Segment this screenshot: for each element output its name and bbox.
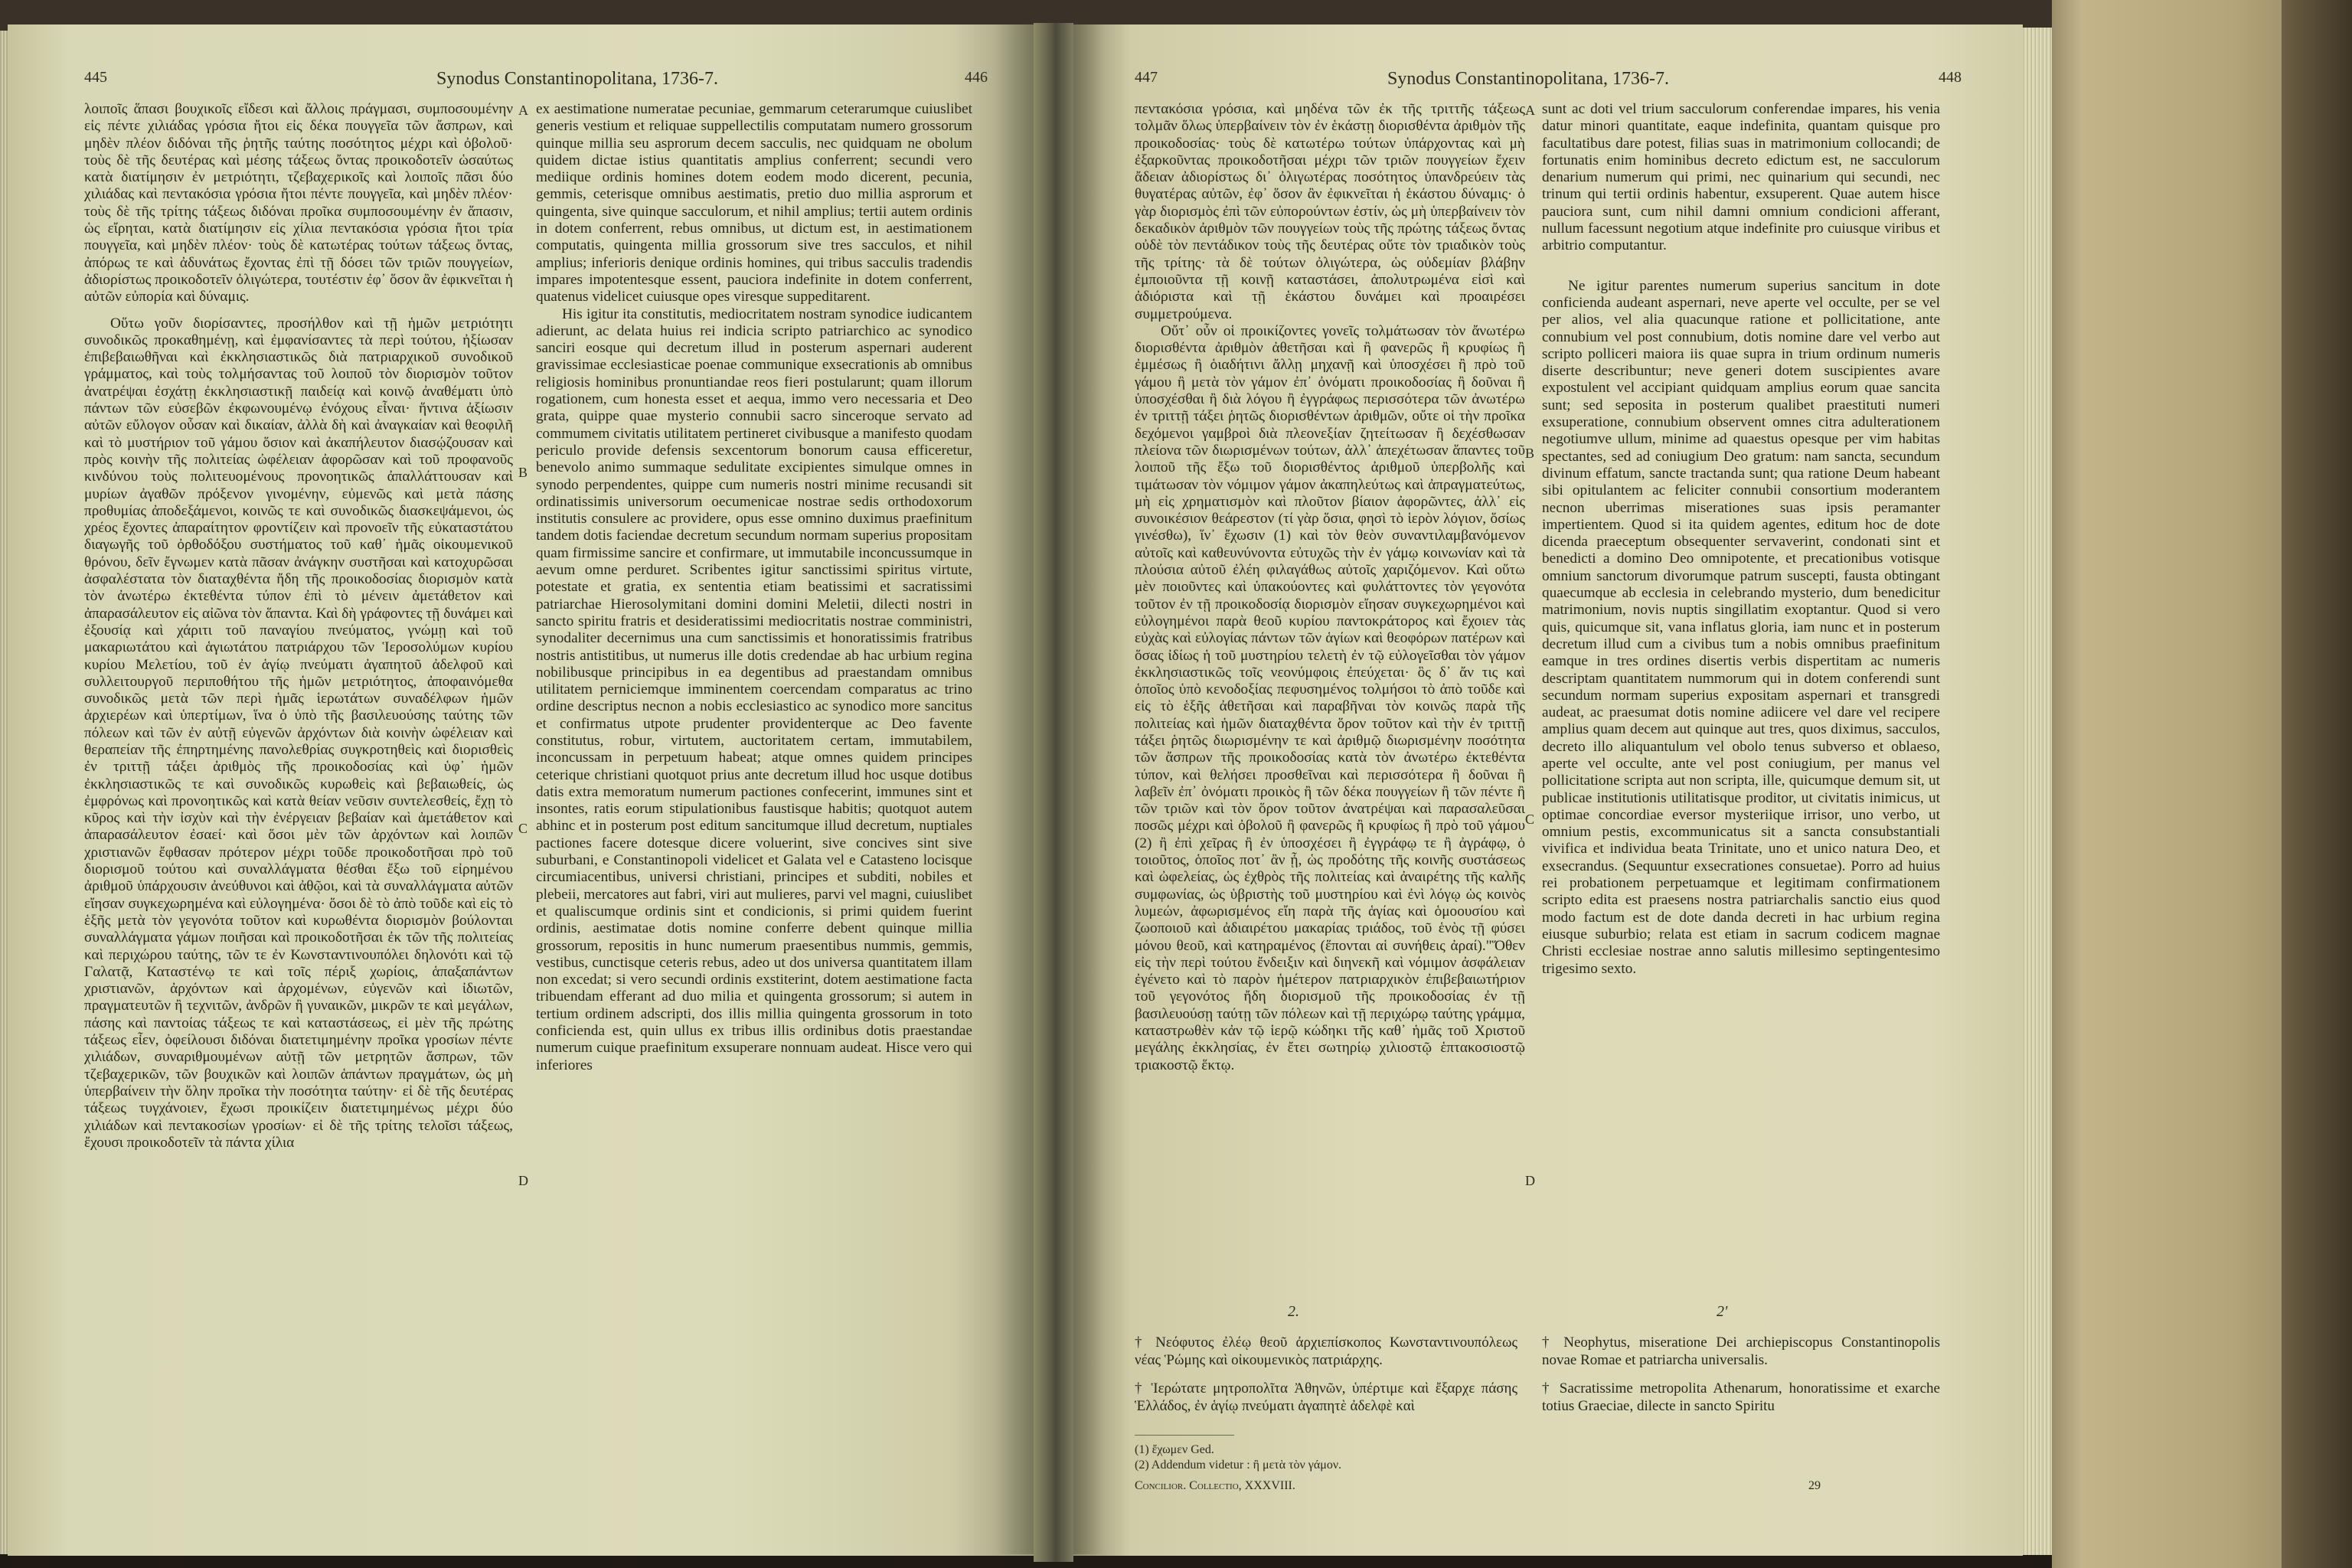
signature-number: 29 xyxy=(1808,1479,1821,1492)
margin-letter-d: D xyxy=(518,1173,528,1188)
page-number-447: 447 xyxy=(1135,69,1158,86)
running-title-left: Synodus Constantinopolitana, 1736-7. xyxy=(436,69,718,89)
margin-letter-a: A xyxy=(1525,103,1535,118)
footnote-rule xyxy=(1135,1435,1234,1436)
margin-letter-c: C xyxy=(1525,812,1535,827)
greek-paragraph: Οὔτ᾽ οὖν οἱ προικίζοντες γονεῖς τολμάτωσαν τὸν ἄνωτέρω διορισθέντα ἀριθμὸν ἀθετῆσαι καὶ ἢ φανερῶς ἢ κρυφίως ἢ ἐμμέσως ἢ ὁιαδήτινι ἄλλῃ μηχανῇ καὶ ὑποσχέσει ἢ πρὸ τοῦ γάμου ἢ μετὰ τὸν γάμον ἐπ᾽ ὀνόματι προικοδοσίας ἢ δοῦναι ἢ ὑποσχέσθαι ἢ διὰ λόγου ἢ ἐγγράφως περισσότερα τῶν ἀνωτέρω ἐν τριττῇ τάξει ῥητῶς διορισθέντων ἀριθμῶν, οὔτε οἱ τὴν προῖκα δεχόμενοι γαμβροὶ διὰ πλεονεξίαν ζητείτωσαν ἢ δεχέσθωσαν πλείονα τῶν διωρισμένων τούτων, ἀλλ᾽ ἀπεχέτωσαν ἅπαντες τοῦ λοιποῦ τῆς ἔξω τοῦ διορισθέντος ἀριθμοῦ ὑπερβολῆς καὶ τιμάτωσαν τὸν νόμιμον γάμον ἀκαπηλεύτως καὶ ἀπραγματεύτως, μὴ εἰς χρηματισμὸν καὶ πλοῦτον βίαιον ἀφορῶντες, ἀλλ᾽ εἰς συνοικέσιον θεάρεστον (τί γὰρ ὅσια, φησὶ τὸ ἱερὸν λόγιον, ὅσίως γινέσθω), ἵν᾽ ἔχωσιν (1) καὶ τὸν θεὸν συναντιλαμβανόμενον αὐτοῖς καὶ καθευνύνοντα εὐτυχῶς τὴν ἐν γάμῳ κοινωνίαν καὶ τὰ πλούσια αὐτοῦ ἐλέη φιλαγάθως αὐτοῖς χαριζόμενον. Καὶ οὕτω μὲν ποιοῦντες καὶ ὑπακούοντες καὶ φυλάττοντες τὸν γεγονότα τοῦτον ἐν τῇ προικοδοσίᾳ διορισμὸν εἴησαν συγκεχωρημένοι καὶ εὐλογημένοι παρὰ θεοῦ κυρίου παντοκράτορος καὶ ἔχοιεν τὰς εὐχὰς καὶ εὐλογίας πάντων τῶν ἁγίων καὶ θεοφόρων πατέρων καὶ ὅσας ἰδίως ἡ τοῦ μυστηρίου τελετὴ ἐν τῷ εὐλογεῖσθαι τὸν γάμον ἐκκλησιαστικῶς τοῖς νεονύμφοις ἐπεύχεται· ὃς δ᾽ ἄν τις καὶ ὁποῖος ὑπὸ κενοδοξίας πεφυσημένος τολμήσοι τὸ ἀπὸ τοῦδε καὶ εἰς τὸ ἑξῆς ἀθετῆσαι καὶ παραβῆναι τὸν κοινῶς παρὰ τῆς πολιτείας καὶ ἡμῶν διαταχθέντα ὅρον τοῦτον καὶ τὴν ἐν τριττῇ τάξει ῥητῶς διωρισμένην τε καὶ ἀριθμῷ διωρισμένην ποσότητα τῶν ἄσπρων τῆς προικοδοσίας κατὰ τὸν ἀνωτέρω ἐκτεθέντα τύπον, καὶ θελήσει προσθεῖναι καὶ περισσότερα ἢ δοῦναι ἢ λαβεῖν ἐπ᾽ ὀνόματι προικὸς ἢ τῶν δέκα πουγγείων ἢ τῶν πέντε ἢ τῶν τριῶν καὶ τὸν ὅρον τοῦτον ἀνατρέψαι καὶ παρασαλεῦσαι ποσῶς μέχρι καὶ ὀβολοῦ ἢ φανερῶς ἢ κρυφίως ἢ πρὸ τοῦ γάμου (2) ἢ ἐπὶ χεῖρας ἢ ἐν ὑποσχέσει ἢ ἐγγράφῳ τε ἢ ἀγράφῳ, ὁ τοιοῦτος, ὁποῖος ποτ᾽ ἂν ᾖ, ὡς προδότης τῆς κοινῆς συστάσεως καὶ ὠφελείας, ὡς ἐχθρὸς τῆς πολιτείας καὶ ἀναιρέτης τῆς καλῆς συμφωνίας, ὡς ὑβριστὴς τοῦ μυστηρίου καὶ ἐνὶ λόγῳ ὡς κοινὸς λυμεών, ἀφωρισμένος εἴη παρὰ τῆς ἁγίας καὶ ὁμοουσίου καὶ ζωοποιοῦ καὶ ἀδιαιρέτου μακαρίας τριάδος, τοῦ ἑνὸς τῇ φύσει μόνου θεοῦ, καὶ κατηραμένος (ἕπονται αἱ συνήθεις ἀραί)."Ὅθεν εἰς τὴν περὶ τούτου ἔνδειξιν καὶ διηνεκῆ καὶ νόμιμον ἀσφάλειαν ἐγένετο καὶ τὸ παρὸν ἡμέτερον πατριαρχικὸν ἐπιβεβαιωτήριον τοῦ γεγονότος ἤδη διορισμοῦ τῆς προικοδοσίας ἐν τῇ βασιλευούσῃ ταύτῃ τῶν πόλεων καὶ τῇ περιχώρῳ ταύτης γράμμα, καταστρωθὲν κἀν τῷ ἱερῷ κώδηκι τῆς καθ᾽ ἡμᾶς τοῦ Χριστοῦ μεγάλης ἐκκλησίας, ἐν ἔτει σωτηρίῳ χιλιοστῷ ἑπτακοσιοστῷ τριακοστῷ ἕκτῳ. xyxy=(1135,322,1525,1073)
page-number-445: 445 xyxy=(84,69,107,86)
book-cover-rim xyxy=(2282,0,2352,1568)
running-title-right: Synodus Constantinopolitana, 1736-7. xyxy=(1387,69,1669,89)
greek-paragraph: πεντακόσια γρόσια, καὶ μηδένα τῶν ἐκ τῆς τριττῆς τάξεως τολμᾶν ὅλως ὑπερβαίνειν τὸν ἐν ἑκάστῃ διορισθέντα ἀριθμὸν τῆς προικοδοσίας· τοὺς δὲ κατωτέρω τούτων ὑπάρχοντας καὶ μὴ ἐξαρκοῦντας προικοδοτῆσαι μέχρι τῶν τριῶν πουγγείων ἔχειν ἄδειαν ἀδιορίστως δι᾽ ὀλιγωτέρας ποσότητος ὑπανδρεύειν τὰς θυγατέρας αὐτῶν, ἐφ᾽ ὅσον ἂν ἐφικνεῖται ἡ ἑκάστου δύναμις· ὁ γὰρ διορισμὸς ἐπὶ τῶν εὐπορούντων ἐστίν, ὡς μὴ ὑπερβαίνειν τὸν δεκαδικὸν ἀριθμὸν τῶν πουγγείων τοὺς τῆς πρώτης τάξεως ὄντας οὐδὲ τὸν πεντάδικον τοὺς τῆς δευτέρας οὔτε τὸν τριαδικὸν τοὺς τῆς τρίτης· τὰ δὲ τούτων ὀλιγώτερα, ὡς οὐδεμίαν βλάβην ἐμποιοῦντα τῇ κοινῇ καταστάσει, ἀπολυτρωμένα εἰσὶ καὶ ἀδιόριστα καὶ τῇ ἑκάστου δυνάμει καὶ προαιρέσει συμμετρούμενα. xyxy=(1135,101,1525,322)
book-gutter xyxy=(1034,23,1073,1562)
margin-letter-b: B xyxy=(518,465,528,480)
greek-column-left xyxy=(84,101,513,1152)
left-page xyxy=(8,24,1034,1556)
signature-greek-neophytus: † Νεόφυτος ἐλέῳ θεοῦ ἀρχιεπίσκοπος Κωνσταντινουπόλεως νέας Ῥώμης καὶ οἰκουμενικὸς πατριάρχης. xyxy=(1135,1334,1517,1368)
signature-mark: Concilior. Collectio, XXXVIII. xyxy=(1135,1479,1295,1492)
footnote-1: (1) ἔχωμεν Ged. xyxy=(1135,1443,1214,1456)
latin-column-left xyxy=(536,101,972,1074)
greek-column-right xyxy=(1135,101,1525,1074)
page-stack-right xyxy=(2018,28,2052,1555)
address-greek-athens: † Ἱερώτατε μητροπολῖτα Ἀθηνῶν, ὑπέρτιμε καὶ ἔξαρχε πάσης Ἑλλάδος, ἐν ἁγίῳ πνεύματι ἀγαπητὲ ἀδελφὲ καὶ xyxy=(1135,1380,1517,1414)
page-number-446: 446 xyxy=(965,69,988,86)
margin-letter-c: C xyxy=(518,821,528,836)
footnotes xyxy=(1135,1442,1671,1473)
latin-paragraph: ex aestimatione numeratae pecuniae, gemmarum ceterarumque cuiuslibet generis vestium et reliquae suppellectilis computatam numero grossorum quinque millia seu asprorum decem sacculis, nec quidquam ne obolum quidem dictae istius quantitatis amplius conferrent; secundi vero mediique ordinis homines dotem eodem modo dicerent, pecunia, gemmis, ceterisque omnibus aestimatis, pretio duo millia asprorum et quingenta, sive quinque sacculorum, et nihil amplius; tertii autem ordinis in dotem conferrent, rebus omnibus, ut dictum est, in aestimationem computatis, quingenta millia grossorum sive tres sacculos, et nihil amplius; inferioris denique ordinis homines, qui tribus sacculis tradendis impares impotentesque essent, pauciora indefinite in dotem conferrent, quatenus videlicet cuiusque opes viresque suppeditarent. xyxy=(536,101,972,305)
latin-paragraph: Ne igitur parentes numerum superius sancitum in dote conficienda audeant aspernari, neve aperte vel occulte, per se vel per alios, vel alia quacunque ratione et pollicitatione, ante connubium vel post connubium, dotis nomine dare vel verbo aut scripto polliceri maiora iis quae supra in trium ordinum numeris diserte describuntur; neve generi dotem suscipientes avare expostulent vel accipiant quidquam amplius eorum quae sancita sunt; sed seposita in posterum qualibet praestituti numeri exsuperatione, connubium observent omnes citra adulterationem negotiumve ullum, minime ad quaestus opesque per vim habitas spectantes, sed ad coniugium Deo gratum: nam sancta, secundum divinum effatum, sancte tractanda sunt; qua ratione Deum habeant sibi opitulantem ac feliciter connubii consortium moderantem necnon uberrimas miserationes suas ipsis peramanter impertientem. Quod si ita quidem agentes, editum hoc de dote dicenda praeceptum obsequenter servaverint, condonati sint et benedicti a domino Deo omnipotente, et precationibus votisque omnium sanctorum divorumque patrum suscepti, fausta obtingant quaecumque ab ecclesia in celebrando mysterio, dum benedicitur matrimonium, novis nuptis singillatim exoptantur. Quod si vero quis, quicumque sit, vana inflatus gloria, iam nunc et in posterum decretum illud cum a civibus tum a nobis omnibus praefinitum eamque in tres ordines disertis verbis dispertitam ac numeris descriptam quantitatem nummorum qui in dotem conferendi sunt secundum normam superius expositam aspernari et transgredi audeat, ac praesumat dotis nomine adiicere vel dare vel recipere amplius quam decem aut quinque aut tres, quos diximus, sacculos, decreto illo aliquantulum vel obolo tenus subverso et oblaeso, aperte vel occulte, ante vel post coniugium, per manus vel pollicitatione scripta aut non scripta, ille, quicumque demum sit, ut publicae institutionis utilitatisque proditor, ut civitatis inimicus, ut optimae concordiae eversor mysteriique irrisor, uno verbo, ut omnium pestis, excommunicatus sit a sancta consubstantiali vivifica et individua beata Trinitate, uno et unico natura Deo, et exsecrandus. (Sequuntur exsecrationes consuetae). Porro ad huius rei probationem perpetuamque et legitimam confirmationem scripto edita est praesens nostra patriarchalis sanctio eius quod modo factum est de dote danda decreti in hac urbium regina eiusque suburbio; relata est etiam in sacrum codicem magnae Christi ecclesiae nostrae anno salutis millesimo septingentesimo trigesimo sexto. xyxy=(1542,277,1940,977)
latin-paragraph: His igitur ita constitutis, mediocritatem nostram synodice iudicantem adierunt, ac delata huius rei indicia scripto patriarchico ac synodico sanciri eosque qui decretum illud in posterum aspernari auderent gravissimae ecclesiasticae poenae communique exsecrationis ab omnibus religiosis hominibus pronuntiandae reos fieri postularunt; quam illorum rogationem, cum honesta esset et aequa, immo vero necessaria et Deo grata, quippe quae mysterio connubii sacro sinceroque servato ad commumem civitatis utilitatem pertineret civibusque a manifesto quodam periculo provide defensis sexcentorum bonorum causa efficeretur, benevolo animo summaque sedulitate excipientes simulque omnes in synodo perpendentes, quippe cum numeris nostri minime recusandi sit ordinatissimis universorum oecumenicae nostrae sedis orthodoxorum institutis consulere ac providere, opus esse omnino duximus praefinitum tandem dotis faciendae decretum secundum normam superius propositam quam firmissime sancire et confirmare, ut immutabile inconcussumque in aevum omne perduret. Scribentes igitur sanctissimi spiritus virtute, potestate et gratia, ex sententia etiam beatissimi et sacratissimi patriarchae Hierosolymitani domini domini Meletii, dilecti nostri in sancto spiritu fratris et desideratissimi mediocritatis nostrae comministri, synodaliter decernimus una cum sanctissimis et honoratissimis fratribus nostris antistitibus, ut numerus ille dotis credendae ab hac urbium regina nobilibusque principibus in ea degentibus ad praestandam omnibus utilitatem perniciemque imminentem coercendam comparatus ac trino ordine descriptus necnon a nobis ecclesiastico ac synodico more sancitus et confirmatus utpote prudenter providenterque ac Deo favente constitutus, robur, virtutem, auctoritatem certam, immutabilem, inconcussam in perpetuum habeat; atque omnes quidem principes ceterique christiani quotquot prius ante decretum illud hoc usque dotibus datis extra memoratum numerum pactiones confecerint, immunes sint et insontes, ratis eorum stipulationibus faustisque habitis; quotquot autem abhinc et in posterum post editum sancitumque illud decretum, nuptiales pactiones facere dotesque dicere voluerint, sive concives sint sive suburbani, e Constantinopoli videlicet et Galata vel e Catasteno locisque circumiacentibus, universi christiani, principes et subditi, nobiles et plebeii, mercatores aut fabri, viri aut mulieres, parvi vel magni, cuiuslibet et qualiscumque ordinis sint et condicionis, si primi quidem fuerint ordinis, aestimatae dotis nomine conferre debent quinque millia grossorum, repositis in hunc numerum praesentibus nummis, gemmis, vestibus, cunctisque ceteris rebus, adeo ut dos universa quantitatem illam non excedat; si vero secundi ordinis exstiterint, dotem aestimatione facta tribuendam efferant ad duo milia et quingenta grossorum; si autem in tertium ordinem adscripti, dos illis millia quingenta grossorum in toto conficienda est, quin ullus ex tribus illis ordinibus dotis praestandae numerum cuique praefinitum exsuperare nonnuam audeat. Hisce vero qui inferiores xyxy=(536,305,972,1073)
right-page xyxy=(1073,24,2023,1556)
footnote-2: (2) Addendum videtur : ἢ μετὰ τὸν γάμον. xyxy=(1135,1459,1342,1472)
greek-paragraph: λοιποῖς ἅπασι βουχικοῖς εἴδεσι καὶ ἄλλοις πράγμασι, συμποσουμένην εἰς πέντε χιλιάδας γρόσια ἤτοι εἰς δέκα πουγγεῖα τῶν ἄσπρων, καὶ μηδὲν πλέον διδόναι τῆς ῥητῆς ταύτης ποσότητος μέχρι καὶ ὀβολοῦ· τοὺς δὲ τῆς δευτέρας καὶ μέσης τάξεως ὄντας προικοδοτεῖν ὡσαύτως κατὰ διατίμησιν ἐν μετριότητι, τζεβαχερικοῖς καὶ λοιποῖς πᾶσι δύο χιλιάδας καὶ πεντακόσια γρόσια ἤτοι πέντε πουγγεῖα, καὶ μηδὲν πλέον· τοὺς δὲ τῆς τρίτης τάξεως διδόναι προῖκα συμποσουμένην ἐν ἅπασιν, ὡς εἴρηται, κατὰ διατίμησιν εἰς χίλια πεντακόσια γρόσια ἤτοι τρία πουγγεῖα, καὶ μηδὲν πλέον· τοὺς δὲ κατωτέρας τούτων τάξεως ὄντας, ἀπόρως τε καὶ ἀδυνάτως ἔχοντας ἐπὶ τῇ δόσει τῶν τριῶν πουγγείων, ἀδιορίστως προικοδοτεῖν ὀλιγώτερα, τουτέστιν ἐφ᾽ ὅσον ἂν ἐφικνεῖται ἡ αὐτῶν εὐπορία καὶ δύναμις. xyxy=(84,101,513,305)
section-number-latin: 2' xyxy=(1717,1303,1728,1320)
address-latin-athens: † Sacratissime metropolita Athenarum, honoratissime et exarche totius Graeciae, dilecte in sancto Spiritu xyxy=(1542,1380,1940,1414)
section-number-greek: 2. xyxy=(1288,1303,1299,1320)
margin-letter-d: D xyxy=(1525,1173,1535,1188)
latin-column-right xyxy=(1542,101,1940,978)
signature-latin-neophytus: † Neophytus, miseratione Dei archiepiscopus Constantinopolis novae Romae et patriarcha universalis. xyxy=(1542,1334,1940,1368)
margin-letter-b: B xyxy=(1525,446,1535,461)
greek-paragraph: Οὕτω γοῦν διορίσαντες, προσήλθον καὶ τῇ ἡμῶν μετριότητι συνοδικῶς προκαθημένῃ, καὶ ἐμφανίσαντες τὰ περὶ τούτου, ἠξίωσαν ἐπιβεβαιωθῆναι καὶ ἐκκλησιαστικῶς διὰ πατριαρχικοῦ συνοδικοῦ γράμματος, καὶ τοὺς τολμήσαντας τοῦ λοιποῦ τὸν διορισμὸν τοῦτον ἀνατρέψαι ἐσχάτῃ ἐκκλησιαστικῇ παιδείᾳ καὶ κοινῷ ἀναθέματι ὑπὸ πάντων τῶν εὐσεβῶν ἐκφωνουμένῳ ἐνόχους εἶναι· ἥντινα ἀξίωσιν αὐτῶν εὔλογον οὖσαν καὶ δικαίαν, ἀλλὰ δὴ καὶ ἀναγκαίαν καὶ θεοφιλῆ καὶ τὸ μυστήριον τοῦ γάμου ὅσιον καὶ ἀκαπήλευτον διασῴζουσαν καὶ πρὸς κοινὴν τῆς πολιτείας ὠφέλειαν ἀφορῶσαν καὶ τοῦ προφανοῦς κινδύνου τοὺς πολιτευομένους προνοητικῶς ἀπαλλάττουσαν καὶ μυρίων ἀγαθῶν πρόξενον γινομένην, εὐμενῶς καὶ μετὰ πάσης προθυμίας ἀποδεξάμενοι, κοινῶς τε καὶ συνοδικῶς διασκεψάμενοι, ὡς χρέος ἔχοντες ἀπαραίτητον φροντίζειν καὶ προνοεῖν τῆς εὐκαταστάτου διαγωγῆς τοῦ ὀρθοδόξου συστήματος τοῦ καθ᾽ ἡμᾶς οἰκουμενικοῦ θρόνου, δεῖν ἔγνωμεν κατὰ πᾶσαν ἀνάγκην συστῆσαι καὶ κατοχυρῶσαι ἀσφαλέστατα τὸν διαταχθέντα ἤδη τῆς προικοδοσίας διορισμὸν κατὰ τὸν ἀνωτέρω ἐκτεθέντα τύπον ἐπὶ τὸ μένειν ἀμετάθετον καὶ ἀπαρασάλευτον εἰς αἰῶνα τὸν ἅπαντα. Καὶ δὴ γράφοντες τῇ δυνάμει καὶ ἐξουσίᾳ καὶ χάριτι τοῦ παναγίου πνεύματος, γνώμῃ καὶ τοῦ μακαριωτάτου καὶ ἁγιωτάτου πατριάρχου τῶν Ἱεροσολύμων κυρίου κυρίου Μελετίου, τοῦ ἐν ἁγίῳ πνεύματι ἀγαπητοῦ ἀδελφοῦ καὶ συλλειτουργοῦ περιποθήτου τῆς ἡμῶν μετριότητος, ἀποφαινόμεθα συνοδικῶς μετὰ τῶν περὶ ἡμᾶς ἱερωτάτων συναδέλφων ἡμῶν ἀρχιερέων καὶ ὑπερτίμων, ἵνα ὁ ὑπὸ τῆς βασιλευούσης ταύτης τῶν πόλεων καὶ τῶν ἐν αὐτῇ εὐγενῶν ἀρχόντων διὰ κοινὴν ὠφέλειαν καὶ θεραπείαν τῆς ἐπηρτημένης πανολεθρίας συγκροτηθεὶς καὶ διορισθεὶς ἐν τριττῇ τάξει ἀριθμὸς τῆς προικοδοσίας καὶ ὑφ᾽ ἡμῶν ἐκκλησιαστικῶς τε καὶ συνοδικῶς κυρωθεὶς καὶ βεβαιωθείς, ὡς ἐμφρόνως καὶ προνοητικῶς καὶ κατὰ θείαν νεῦσιν συντελεσθείς, ἔχῃ τὸ κῦρος καὶ τὴν ἰσχὺν καὶ τὴν ἐνέργειαν βεβαίαν καὶ ἀμετάθετον καὶ ἀπαρασάλευτον ἐσαεί· καὶ ὅσοι μὲν τῶν ἀρχόντων καὶ λοιπῶν χριστιανῶν ἔφθασαν πρότερον μέχρι τοῦδε προικοδοτῆσαι πρὸ τοῦ διορισμοῦ τούτου καὶ συναλλάγματα θέσθαι ἔξω τοῦ εἰρημένου ἀριθμοῦ ὑπάρχουσιν ἀνεύθυνοι καὶ ἀθῷοι, καὶ τὰ συναλλάγματα αὐτῶν εἴησαν συγκεχωρημένα καὶ εὐλογημένα· ὅσοι δὲ τὸ ἀπὸ τοῦδε καὶ εἰς τὸ ἑξῆς μετὰ τὸν γεγονότα τοῦτον καὶ κυρωθέντα διορισμὸν βούλονται συναλλάγματα γάμων ποιῆσαι καὶ προικοδοτῆσαι ἐκ τῶν τῆς πολιτείας καὶ περιχώρου ταύτης, τῶν τε ἐν Κωνσταντινουπόλει δηλονότι καὶ τῷ Γαλατᾷ, Καταστένῳ τε καὶ τοῖς πέριξ χωρίοις, ἁπαξαπάντων χριστιανῶν, ἀρχόντων καὶ ἀρχομένων, εὐγενῶν καὶ ἰδιωτῶν, πραγματευτῶν ἢ τεχνιτῶν, ἀνδρῶν ἢ γυναικῶν, μικρῶν τε καὶ μεγάλων, πάσης καὶ παντοίας τάξεως τε καὶ καταστάσεως, εἰ μὲν τῆς πρώτης τάξεως εἶεν, ὀφείλουσι διδόναι διατετιμημένην προῖκα γροσίων πέντε χιλιάδων, συναριθμουμένων αὐτῇ τῶν μετρητῶν ἄσπρων, τῶν τζεβαχερικῶν, τῶν βουχικῶν καὶ λοιπῶν ἁπάντων πραγμάτων, ὡς μὴ ὑπερβαίνειν τὴν ὅλην προῖκα τὴν ποσότητα ταύτην· εἰ δὲ τῆς δευτέρας τάξεως τυγχάνοιεν, ἔχωσι προικίζειν διατετιμημένως μέχρι δύο χιλιάδων καὶ πεντακοσίων γροσίων· εἰ δὲ τῆς τρίτης τελοῖσι τάξεως, ἔχουσι προικοδοτεῖν τὰ πάντα χίλια xyxy=(84,315,513,1151)
margin-letter-a: A xyxy=(518,103,528,118)
latin-paragraph: sunt ac doti vel trium sacculorum conferendae impares, his venia datur minori quantitate, eaque indefinita, quantam quisque pro facultatibus dare potest, filias suas in matrimonium collocandi; de fortunatis enim hominibus decreto edictum est, ne sacculorum denarium numerum qui primi, nec quinarium qui secundi, nec trinum qui tertii ordinis habentur, exsuperent. Quae autem hisce pauciora sunt, cum nihil damni omnium condicioni afferant, nullum facessunt negotium atque indefinite pro cuiusque viribus et arbitrio computantur. xyxy=(1542,101,1940,254)
page-number-448: 448 xyxy=(1939,69,1962,86)
